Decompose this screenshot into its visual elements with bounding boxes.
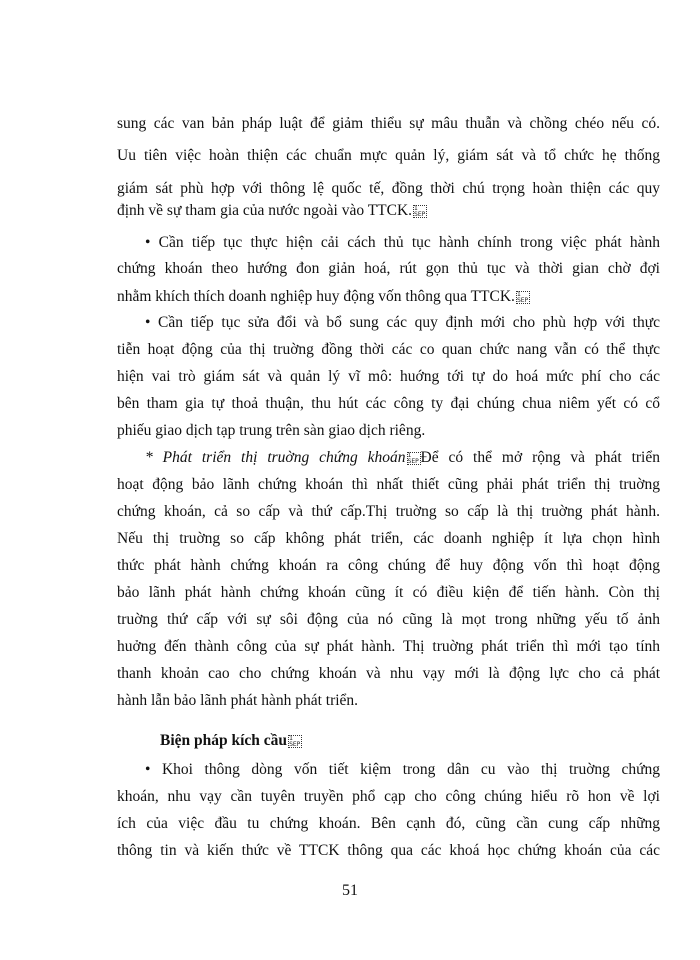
text-line: truờng thứ cấp với sự sôi động của nó cũng là mọt trong những yếu tố ảnh	[117, 611, 660, 628]
sep-marker-bottom: SEP	[516, 297, 529, 304]
sep-marker-bottom: SEP	[407, 458, 419, 465]
text-line: khoán, nhu vạy cần tuyên truyền phổ cạp cho công chúng hiểu rõ hon về lợi	[117, 788, 660, 805]
bullet-line: • Khoi thông dòng vốn tiết kiệm trong dân cu vào thị truờng chứng	[145, 761, 660, 778]
sep-marker-icon	[413, 205, 427, 218]
sep-marker-icon	[407, 452, 421, 465]
sep-marker-top: 1	[414, 205, 418, 212]
text-line: hành lẫn bảo lãnh phát hành phát triển.	[117, 692, 359, 709]
sep-marker-icon	[288, 735, 302, 748]
text-span: Để có thể mở rộng và phát triển	[420, 449, 660, 466]
section-line	[145, 445, 660, 471]
subheading	[160, 728, 660, 754]
text-line: Uu tiên việc hoàn thiện các chuẩn mực quản lý, giám sát và tổ chức hẹ thống	[117, 147, 660, 164]
text-line: chứng khoán theo hướng đon giản hoá, rút gọn thủ tục và thời gian chờ đợi	[117, 260, 660, 277]
sep-marker-top: 1	[516, 291, 521, 298]
text-line: tiễn hoạt động của thị truờng đồng thời các co quan chức nang vẫn có thể thực	[117, 341, 660, 358]
text-line: ích của việc đầu tu chứng khoán. Bên cạnh đó, cũng cần cung cấp những	[117, 815, 660, 832]
text-line: thanh khoản cao cho chứng khoán và nhu vạy mới là động lực cho cả phát	[117, 665, 660, 682]
text-line: bên tham gia tự thoả thuận, thu hút các công ty đại chúng chua niêm yết có cổ	[117, 395, 660, 412]
bullet-line: • Cần tiếp tục thực hiện cải cách thủ tục hành chính trong việc phát hành	[145, 234, 660, 251]
subheading-text: Biện pháp kích cầu	[160, 732, 288, 749]
sep-marker-bottom: SEP	[289, 741, 301, 748]
sep-marker-icon	[516, 291, 530, 304]
text-line	[117, 198, 660, 224]
text-line: sung các van bản pháp luật để giảm thiểu sự mâu thuẫn và chồng chéo nếu có.	[117, 115, 660, 132]
text-line: giám sát phù hợp với thông lệ quốc tế, đồng thời chú trọng hoàn thiện các quy	[117, 180, 660, 197]
sep-marker-bottom: SEP	[414, 211, 426, 218]
text-line: phiếu giao dịch tạp trung trên sàn giao dịch riêng.	[117, 422, 426, 439]
section-heading-italic: * Phát triển thị truờng chứng khoán	[145, 449, 406, 466]
page-number: 51	[342, 882, 358, 899]
text-line: Nếu thị truờng so cấp không phát triển, các doanh nghiệp ít lựa chọn hình	[117, 530, 660, 547]
text-span: định về sự tham gia của nước ngoài vào TTCK.	[117, 202, 413, 219]
text-line: thông tin và kiến thức về TTCK thông qua các khoá học chứng khoán của các	[117, 842, 660, 859]
text-line: thức phát hành chứng khoán ra công chúng để huy động vốn thì hoạt động	[117, 557, 660, 574]
bullet-line: • Cần tiếp tục sửa đổi và bổ sung các quy định mới cho phù hợp với thực	[145, 314, 660, 331]
text-line: huởng đến thành công của sự phát hành. Thị truờng phát triển thì mới tạo tính	[117, 638, 660, 655]
sep-marker-top: 1	[407, 452, 412, 459]
text-line	[117, 284, 660, 310]
text-line: hiện vai trò giám sát và quản lý vĩ mô: huớng tới tự do hoá mức phí cho các	[117, 368, 660, 385]
text-line: chứng khoán, cả so cấp và thứ cấp.Thị truờng so cấp là thị truờng phát hành.	[117, 503, 660, 520]
text-line: bảo lãnh phát hành chứng khoán cũng ít có điều kiện để tiến hành. Còn thị	[117, 584, 660, 601]
text-span: nhằm khích thích doanh nghiệp huy động vốn thông qua TTCK.	[117, 288, 515, 305]
sep-marker-top: 1	[289, 735, 293, 742]
text-line: hoạt động bảo lãnh chứng khoán thì nhất thiết cũng phải phát triển thị truờng	[117, 476, 660, 493]
